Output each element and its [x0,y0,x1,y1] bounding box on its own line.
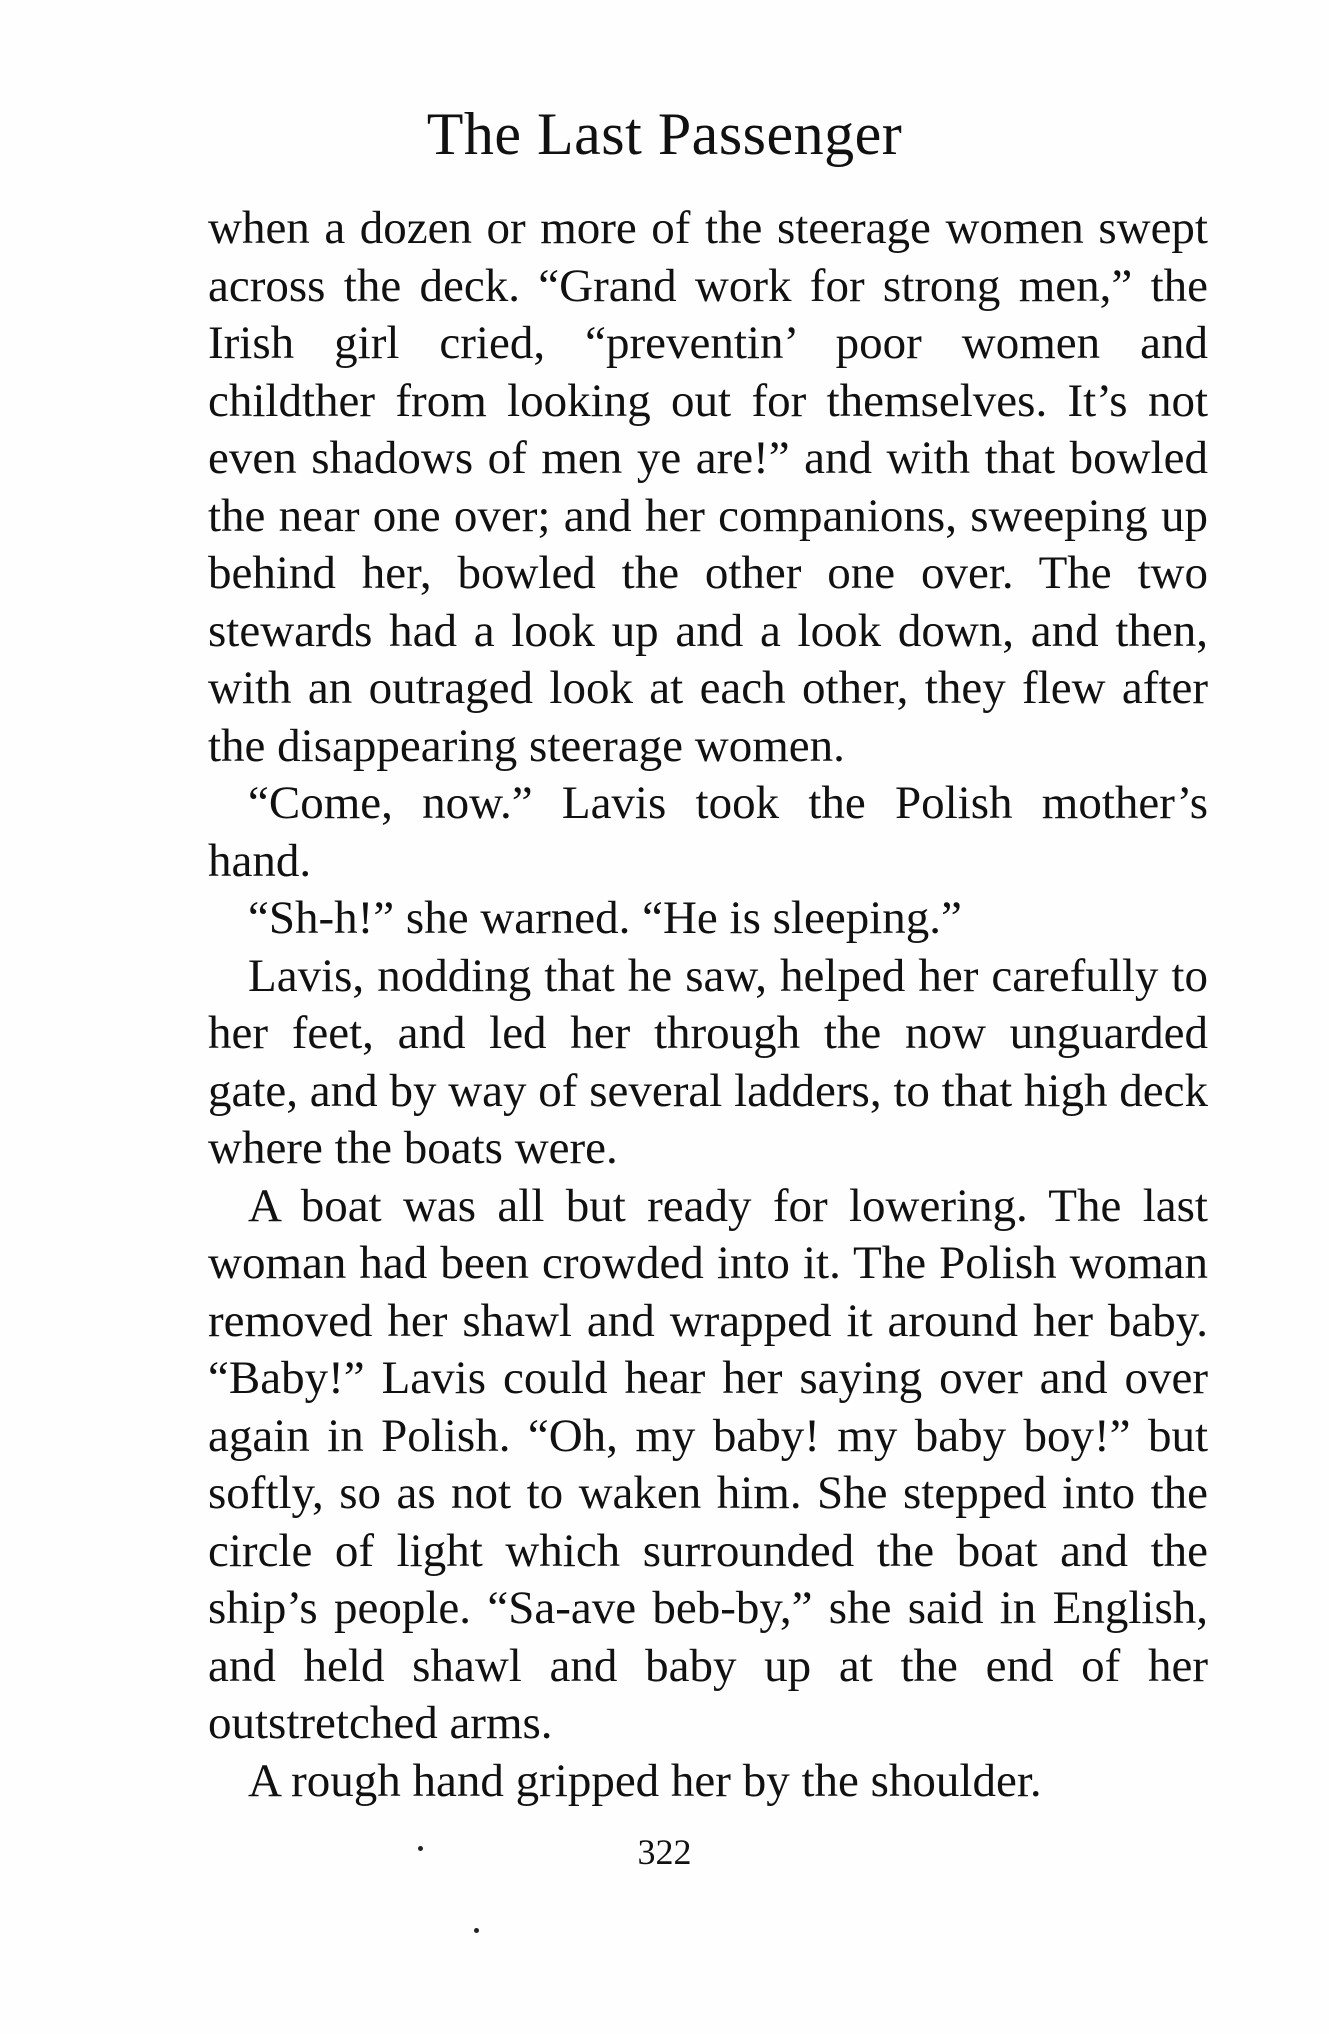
paragraph-3: “Sh-h!” she warned. “He is sleeping.” [248,892,962,944]
paragraph-1: when a dozen or more of the steerage women swept across the deck. “Grand work for strong men,” the Irish girl cried, “preventin’ poor women and childther from looking out for themselves. It’s not even shadows of men ye are!” and with that bowled the near one over; and her companions, sweeping up behind her, bowled the other one over. The two stewards had a look up and a look down, and then, with an outraged look at each other, they flew after the disappearing steerage women. [208,202,1208,772]
page-number: 322 [637,1832,692,1872]
paragraph-4: Lavis, nodding that he saw, helped her carefully to her feet, and led her through the now unguarded gate, and by way of several ladders, to that high deck where the boats were. [208,949,1208,1174]
body-text [208,200,1208,1810]
running-head: The Last Passenger [426,101,903,167]
paragraph-5: A boat was all but ready for lowering. The last woman had been crowded into it. The Polish woman removed her shawl and wrapped it around her baby. “Baby!” Lavis could hear her saying over and over again in Polish. “Oh, my baby! my baby boy!” but softly, so as not to waken him. She stepped into the circle of light which surrounded the boat and the ship’s people. “Sa-ave beb-by,” she said in English, and held shawl and baby up at the end of her outstretched arms. [208,1179,1208,1749]
paragraph-2: “Come, now.” Lavis took the Polish mother’s hand. [208,777,1208,887]
paragraph-6: A rough hand gripped her by the shoulder. [248,1754,1042,1807]
ink-speck [474,1928,479,1933]
ink-speck [418,1846,423,1851]
